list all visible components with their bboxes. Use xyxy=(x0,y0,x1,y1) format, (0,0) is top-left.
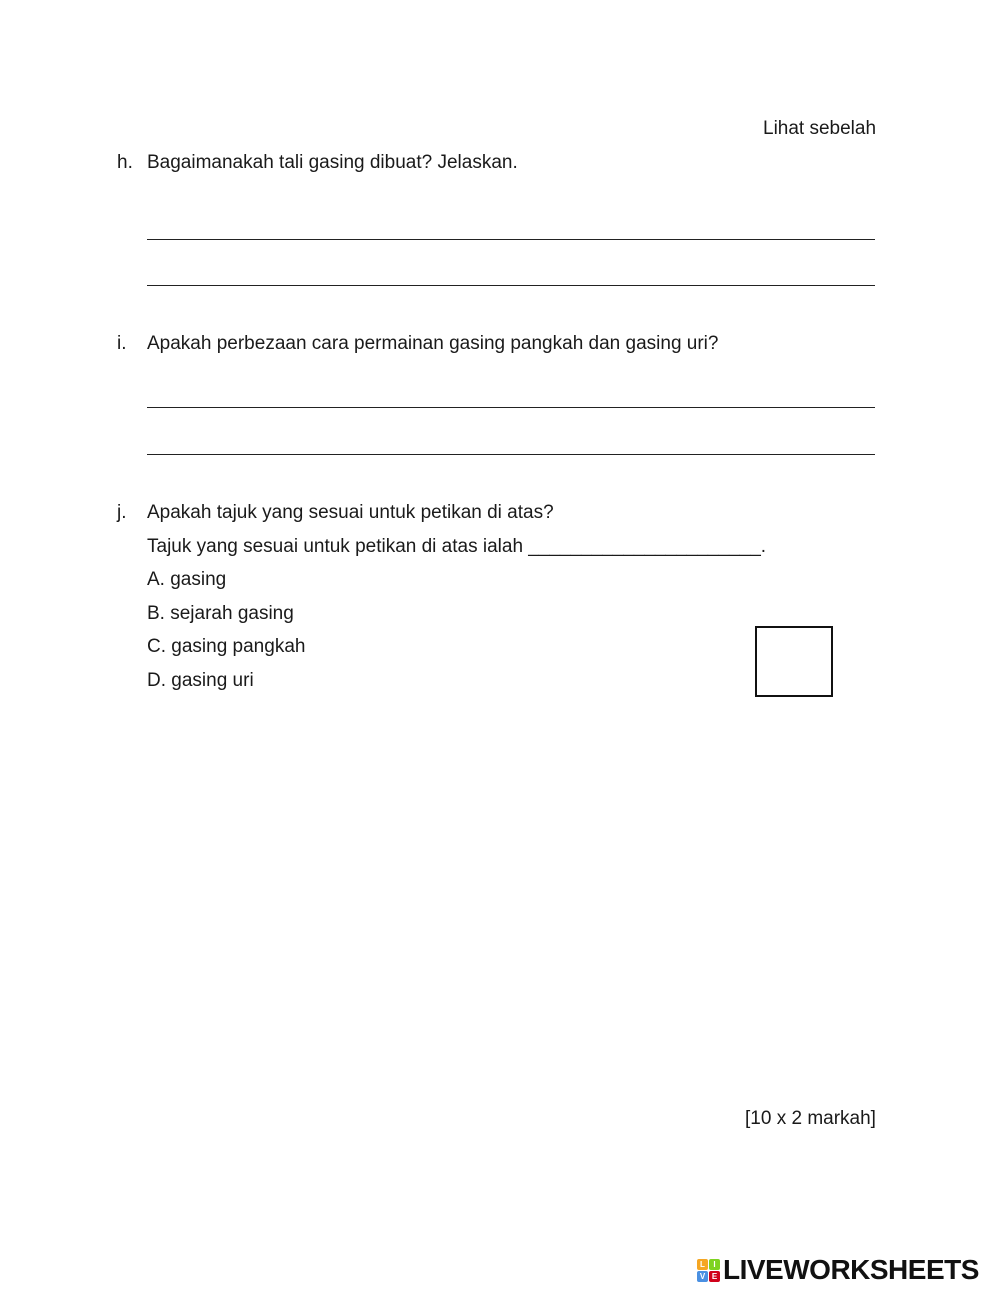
see-next-page-note: Lihat sebelah xyxy=(763,118,877,139)
option-d: D. gasing uri xyxy=(147,670,254,691)
question-j-text: Apakah tajuk yang sesuai untuk petikan di atas? xyxy=(147,502,554,523)
logo-tile-v: V xyxy=(697,1271,708,1282)
logo-text: LIVEWORKSHEETS xyxy=(723,1254,979,1285)
question-j-stem: Tajuk yang sesuai untuk petikan di atas ialah ______________________. xyxy=(147,536,767,557)
question-i-text: Apakah perbezaan cara permainan gasing pangkah dan gasing uri? xyxy=(147,333,719,354)
marks-total: [10 x 2 markah] xyxy=(745,1108,876,1129)
logo-tile-l: L xyxy=(697,1259,708,1270)
question-j-letter: j. xyxy=(117,502,127,523)
option-b: B. sejarah gasing xyxy=(147,603,294,624)
answer-line-h-1[interactable] xyxy=(147,239,875,240)
question-h-letter: h. xyxy=(117,152,133,173)
liveworksheets-logo xyxy=(697,1254,979,1286)
question-h-text: Bagaimanakah tali gasing dibuat? Jelaskan. xyxy=(147,152,518,173)
option-c: C. gasing pangkah xyxy=(147,636,306,657)
option-a: A. gasing xyxy=(147,569,227,590)
answer-line-h-2[interactable] xyxy=(147,285,875,286)
answer-box-j[interactable] xyxy=(755,626,833,697)
answer-line-i-1[interactable] xyxy=(147,407,875,408)
answer-line-i-2[interactable] xyxy=(147,454,875,455)
logo-tile-i: I xyxy=(709,1259,720,1270)
question-i-letter: i. xyxy=(117,333,127,354)
logo-tile-e: E xyxy=(709,1271,720,1282)
logo-tiles-icon xyxy=(697,1259,720,1282)
